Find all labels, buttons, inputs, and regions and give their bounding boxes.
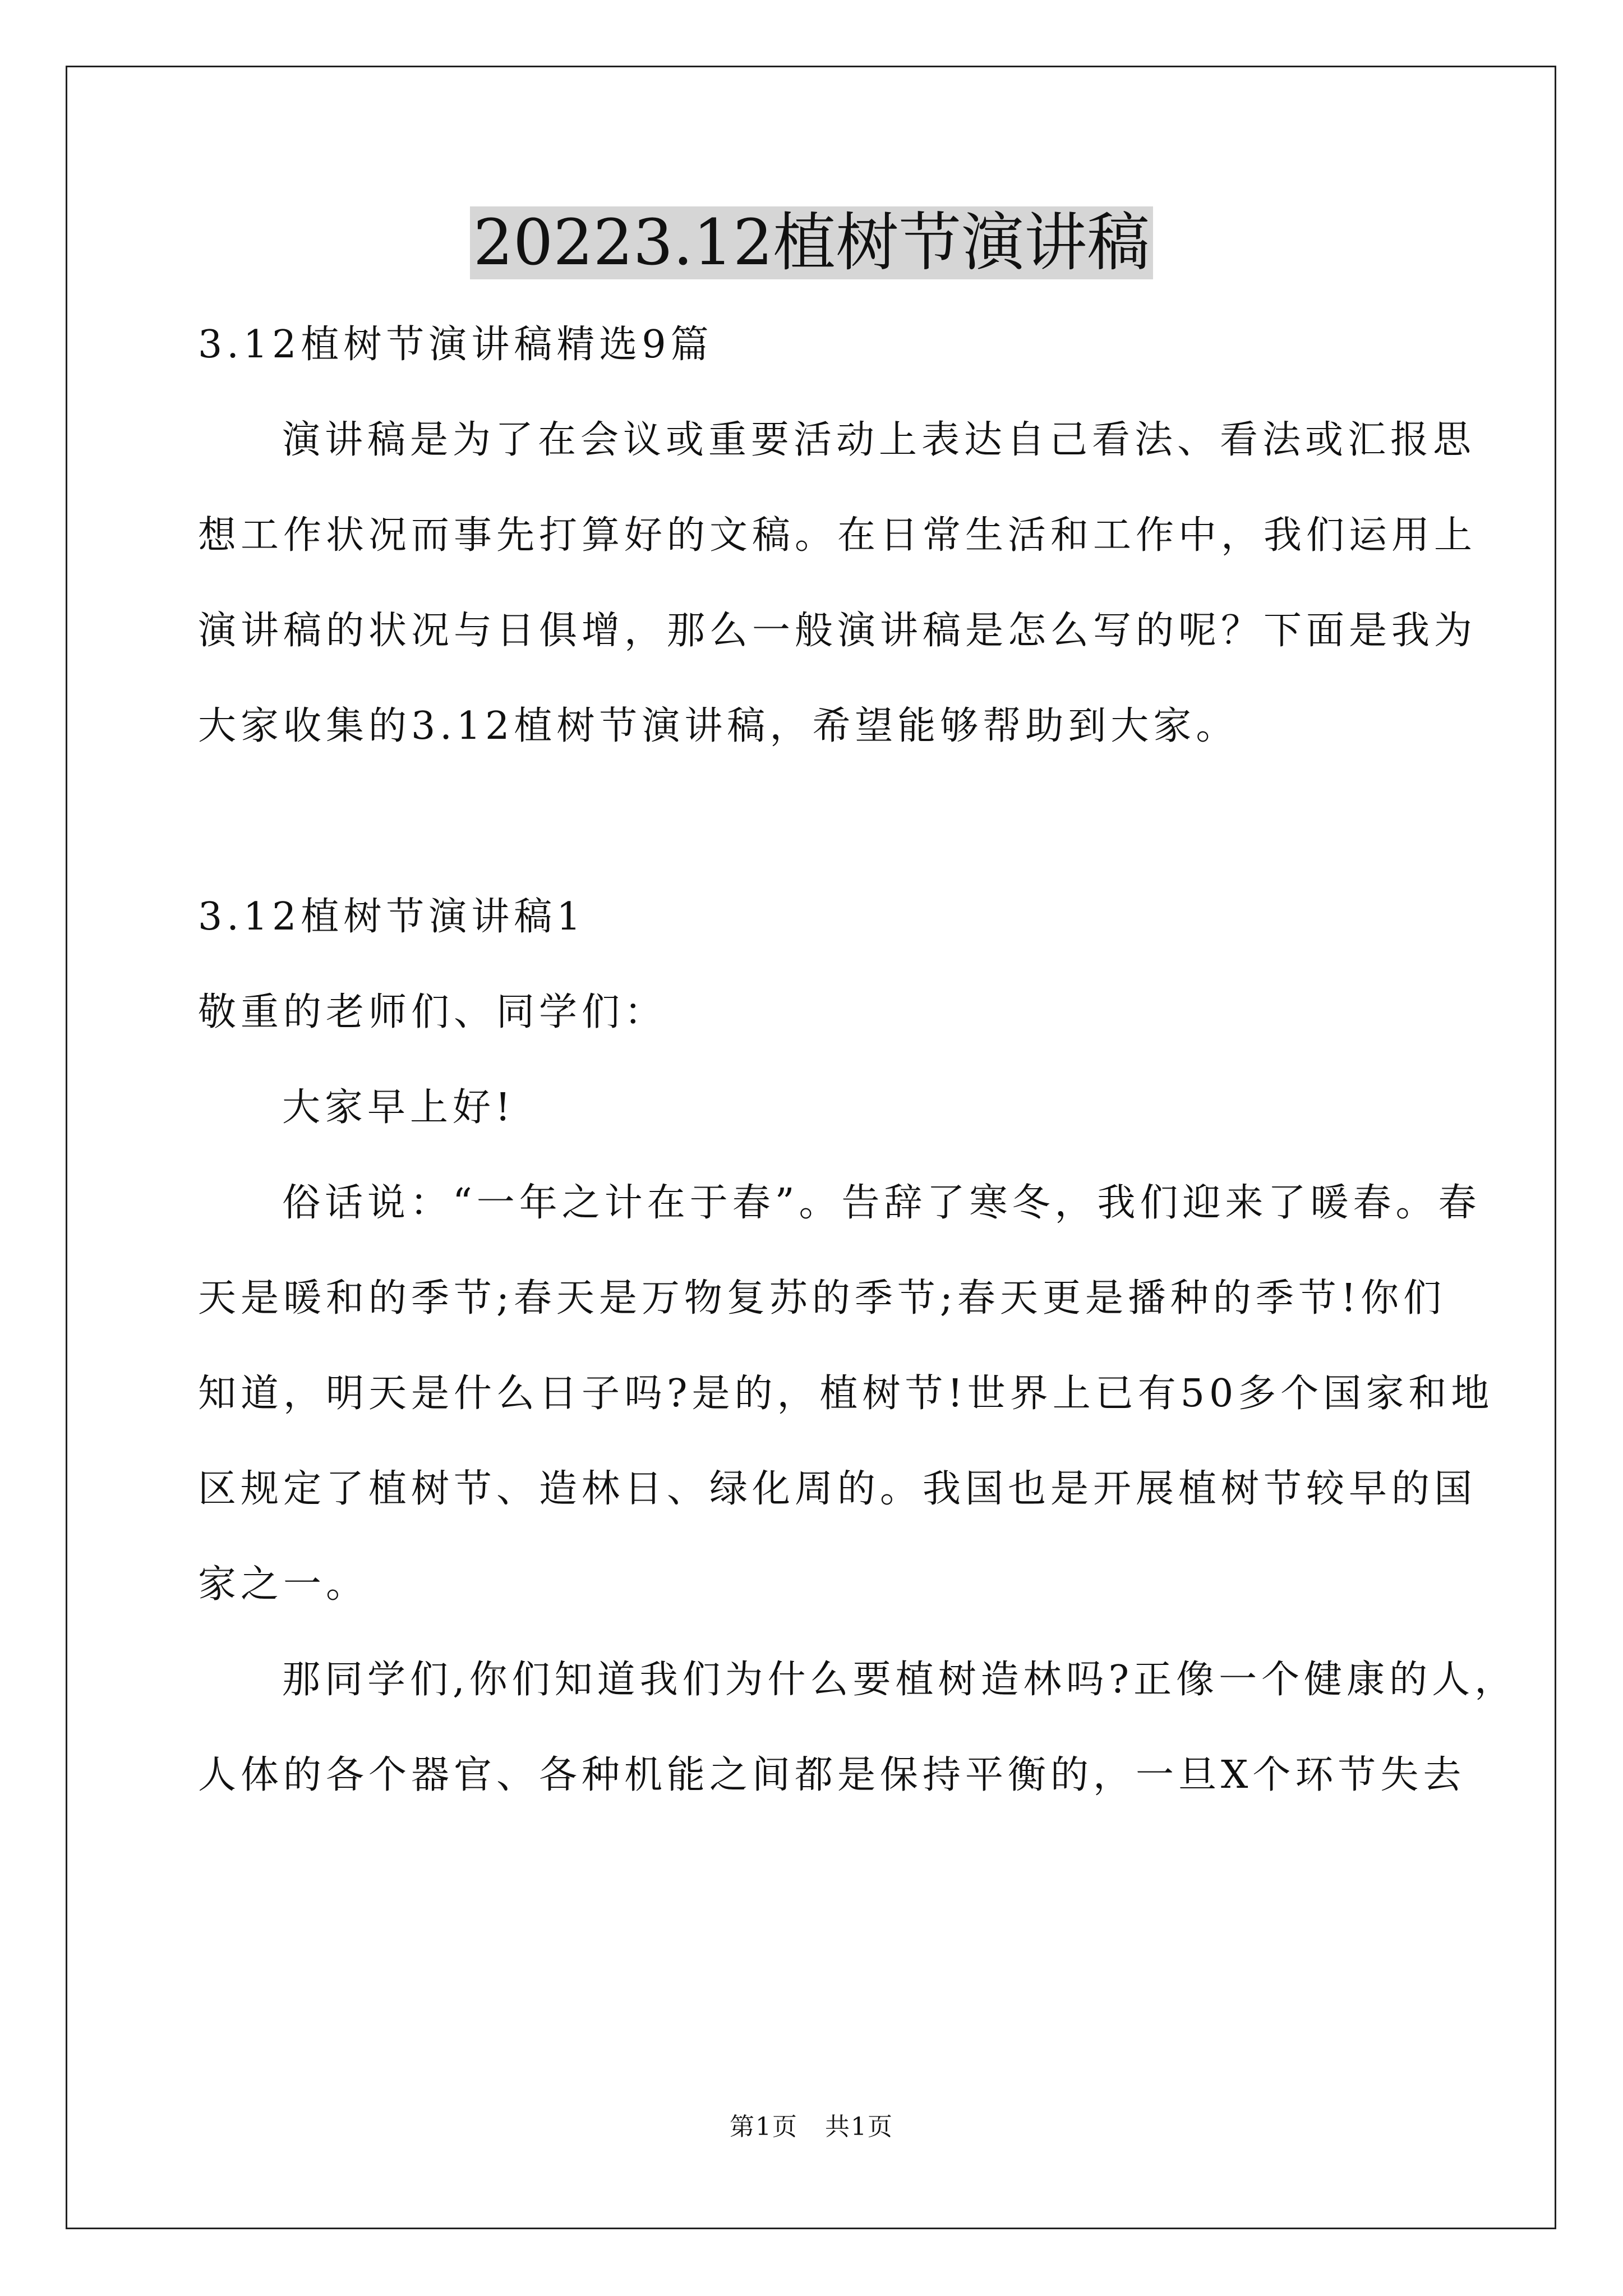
- document-title: 20223.12植树节演讲稿: [470, 206, 1153, 279]
- page-number: 第1页: [730, 2113, 798, 2141]
- document-body: [198, 297, 1518, 1823]
- document-subtitle: 3.12植树节演讲稿精选9篇: [198, 323, 713, 367]
- paragraph-line: 人体的各个器官、各种机能之间都是保持平衡的，一旦X个环节失去: [198, 1753, 1466, 1797]
- paragraph-line: 知道，明天是什么日子吗?是的，植树节!世界上已有50多个国家和地: [198, 1372, 1494, 1416]
- title-container: [0, 206, 1623, 279]
- intro-line: 演讲稿是为了在会议或重要活动上表达自己看法、看法或汇报思: [282, 418, 1476, 462]
- paragraph-spacer: [198, 774, 1426, 869]
- paragraph-line: 区规定了植树节、造林日、绿化周的。我国也是开展植树节较早的国: [198, 1467, 1477, 1511]
- paragraph-line: 家之一。: [198, 1562, 369, 1607]
- page-total: 共1页: [825, 2113, 893, 2141]
- intro-line: 演讲稿的状况与日俱增，那么一般演讲稿是怎么写的呢？下面是我为: [198, 609, 1477, 653]
- section-heading: 3.12植树节演讲稿1: [198, 895, 585, 939]
- intro-line: 大家收集的3.12植树节演讲稿，希望能够帮助到大家。: [198, 704, 1239, 748]
- salutation: 敬重的老师们、同学们：: [198, 990, 667, 1034]
- greeting: 大家早上好!: [282, 1085, 515, 1130]
- intro-line: 想工作状况而事先打算好的文稿。在日常生活和工作中，我们运用上: [198, 513, 1477, 558]
- paragraph-line: 俗话说：“一年之计在于春”。告辞了寒冬，我们迎来了暖春。春: [282, 1181, 1481, 1225]
- page-footer: [0, 2106, 1623, 2142]
- paragraph-line: 天是暖和的季节;春天是万物复苏的季节;春天更是播种的季节!你们: [198, 1276, 1446, 1320]
- paragraph-line: 那同学们,你们知道我们为什么要植树造林吗?正像一个健康的人，: [282, 1658, 1518, 1702]
